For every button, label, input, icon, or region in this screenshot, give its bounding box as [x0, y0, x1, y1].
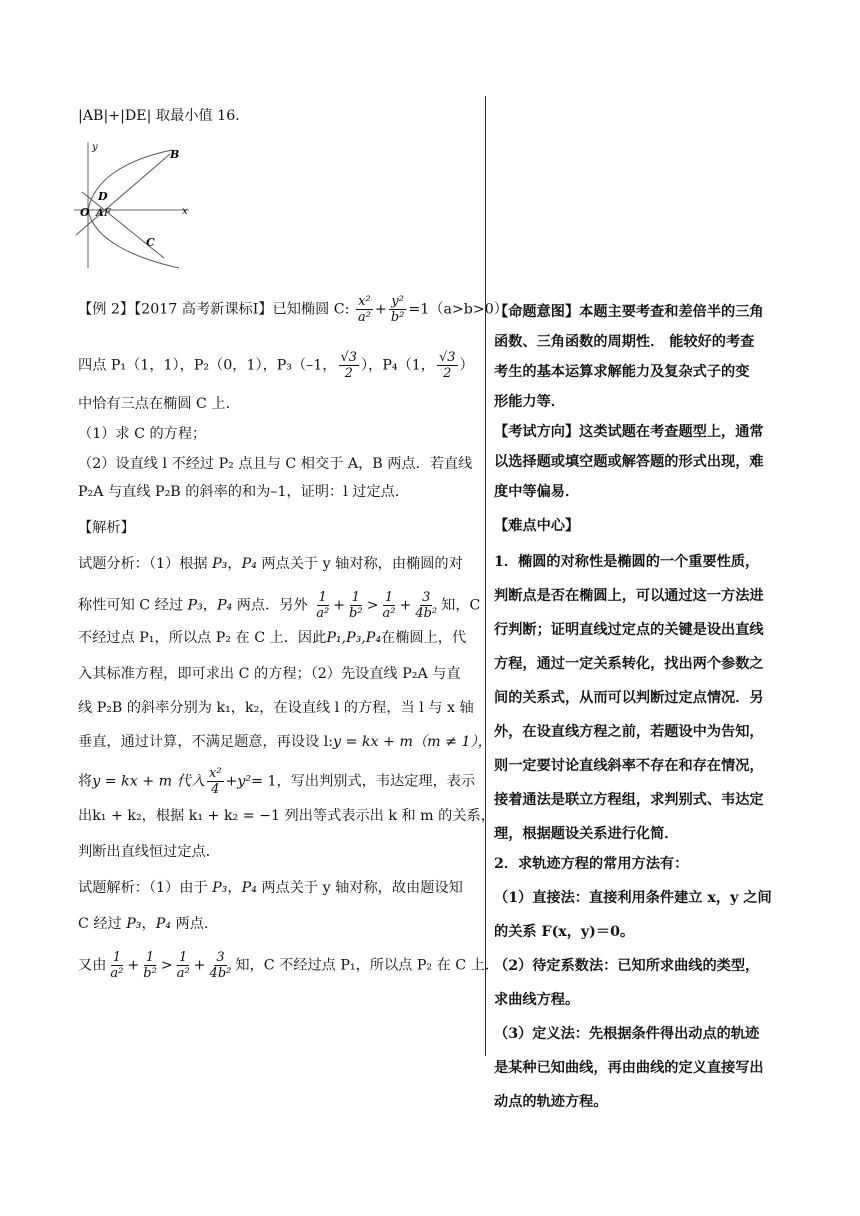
text-line: 1．椭圆的对称性是椭圆的一个重要性质， — [494, 554, 760, 570]
text-line: 【命题意图】本题主要考查和差倍半的三角 — [494, 304, 764, 320]
text-line: 形能力等． — [494, 394, 565, 410]
text-line: 求曲线方程。 — [494, 992, 580, 1008]
text-line: 又由 $\frac{1}{\text{a²}}$ + $\frac{1}{\text{b²}}$ > $\frac{1}{\text{a²}}$ + $\frac{3}{\text{4b²}}$ 知，C 不经过点 P₁，所以点 P₂ 在 C 上． — [78, 950, 500, 981]
text-line: 判断点是否在椭圆上，可以通过这一方法进 — [494, 588, 764, 604]
text-line: 行判断；证明直线过定点的关键是设出直线 — [494, 622, 764, 638]
text-line: 判断出直线恒过定点． — [78, 844, 220, 860]
graph-label-A: A — [96, 208, 104, 219]
text-line: 理，根据题设关系进行化简． — [494, 826, 679, 842]
text-line: C 经过 P₃，P₄ 两点． — [78, 916, 219, 932]
text-line: 动点的轨迹方程。 — [494, 1094, 608, 1110]
text-line: 中恰有三点在椭圆 C 上． — [78, 396, 240, 412]
text-line: 称性可知 C 经过 P₃，P₄ 两点．另外 $\frac{1}{\text{a²}}$ + $\frac{1}{\text{b²}}$ > $\frac{1}{\text{a²}}$ + $\frac{3}{\text{4b²}}$ 知，C — [78, 590, 481, 621]
text-line: 线 P₂B 的斜率分别为 k₁，k₂，在设直线 l 的方程，当 l 与 x 轴 — [78, 700, 474, 716]
text-line: 四点 P₁（1，1），P₂（0，1），P₃（–1， $\frac{√3}{2}$ ），P₄（1， $\frac{√3}{2}$ ） — [78, 350, 474, 381]
graph-label-y: y — [92, 142, 98, 153]
text-line: 间的关系式，从而可以判断过定点情况．另 — [494, 690, 764, 706]
text-line: （1）求 C 的方程； — [78, 426, 207, 442]
text-line: （2）待定系数法：已知所求曲线的类型， — [494, 958, 760, 974]
text-line: 试题解析：（1）由于 P₃，P₄ 两点关于 y 轴对称，故由题设知 — [78, 880, 463, 896]
graph-label-x: x — [182, 206, 188, 217]
text-line: 则一定要讨论直线斜率不存在和存在情况， — [494, 758, 764, 774]
text-line: 入其标准方程，即可求出 C 的方程；（2）先设直线 P₂A 与直 — [78, 666, 461, 682]
text-line: 方程，通过一定关系转化，找出两个参数之 — [494, 656, 764, 672]
text-line: |AB|+|DE| 取最小值 16． — [78, 108, 250, 124]
text-line: 的关系 F(x，y)＝0。 — [494, 924, 635, 940]
text-line: （3）定义法：先根据条件得出动点的轨迹 — [494, 1026, 760, 1042]
text-line: P₂A 与直线 P₂B 的斜率的和为–1，证明：l 过定点． — [78, 484, 410, 500]
graph-label-C: C — [146, 236, 155, 249]
text-line: 【例 2】【2017 高考新课标Ⅰ】已知椭圆 C: $\frac{\text{x²}}{\text{a²}}$ + $\frac{\text{y²}}{\text{b²}}$ =1（a>b>0）， — [78, 294, 516, 325]
text-line: 函数、三角函数的周期性． 能较好的考查 — [494, 334, 755, 350]
text-line: 【难点中心】 — [494, 518, 580, 534]
parabola-graph — [74, 140, 192, 270]
text-line: 接着通法是联立方程组，求判别式、韦达定 — [494, 792, 764, 808]
text-line: （2）设直线 l 不经过 P₂ 点且与 C 相交于 A，B 两点．若直线 — [78, 456, 473, 472]
graph-label-B: B — [170, 148, 180, 161]
text-line: 试题分析：（1）根据 P₃，P₄ 两点关于 y 轴对称，由椭圆的对 — [78, 556, 463, 572]
text-line: 外，在设直线方程之前，若题设中为告知， — [494, 724, 764, 740]
text-line: 考生的基本运算求解能力及复杂式子的变 — [494, 364, 750, 380]
text-line: 不经过点 P₁，所以点 P₂ 在 C 上．因此P₁,P₃,P₄在椭圆上，代 — [78, 630, 467, 646]
text-line: 2．求轨迹方程的常用方法有： — [494, 856, 689, 872]
graph-label-F: F — [104, 208, 111, 219]
text-line: 是某种已知曲线，再由曲线的定义直接写出 — [494, 1060, 764, 1076]
text-line: 度中等偏易． — [494, 484, 580, 500]
text-line: 将y = kx + m 代入 $\frac{\text{x²}}{4}$ +y²= 1，写出判别式，韦达定理，表示 — [78, 766, 476, 797]
text-line: 垂直，通过计算，不满足题意，再设设 l:y = kx + m（m ≠ 1）， — [78, 734, 492, 750]
text-line: 出k₁ + k₂，根据 k₁ + k₂ = −1 列出等式表示出 k 和 m 的关系， — [78, 808, 495, 824]
text-line: 【考试方向】这类试题在考查题型上，通常 — [494, 424, 764, 440]
text-line: （1）直接法：直接利用条件建立 x，y 之间 — [494, 890, 772, 906]
graph-label-D: D — [98, 190, 108, 203]
text-line: 【解析】 — [78, 520, 135, 536]
graph-label-O: O — [80, 206, 90, 219]
text-line: 以选择题或填空题或解答题的形式出现，难 — [494, 454, 764, 470]
column-divider — [485, 96, 486, 1056]
